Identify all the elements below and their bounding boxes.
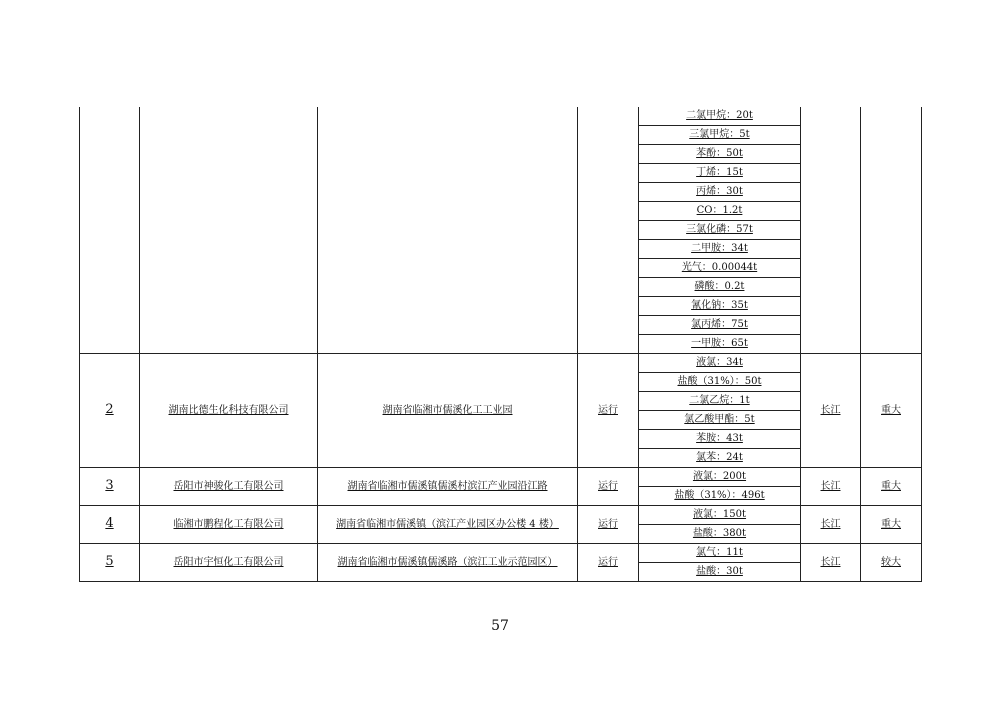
substance-cell-text: 磷酸：0.2t	[694, 281, 745, 292]
table-row	[80, 107, 922, 126]
entry-number	[80, 544, 140, 582]
basin-cell-continued	[801, 107, 861, 354]
river-basin-text: 长江	[820, 404, 841, 416]
risk-level-text: 重大	[881, 480, 901, 492]
substance-cell-text: 氰化钠：35t	[691, 300, 748, 311]
operation-status-text: 运行	[598, 556, 618, 568]
company-name-text: 岳阳市神骏化工有限公司	[173, 480, 284, 492]
table-row	[80, 468, 922, 487]
operation-status	[578, 544, 639, 582]
company-name	[140, 468, 318, 506]
no-cell-continued	[80, 107, 140, 354]
entry-number	[80, 354, 140, 468]
substance-cell	[639, 202, 801, 221]
substance-cell	[639, 259, 801, 278]
river-basin	[801, 468, 861, 506]
company-address-text: 湖南省临湘市儒溪镇儒溪村滨江产业园沿江路	[347, 480, 548, 492]
substance-cell-text: 二氯甲烷：20t	[686, 110, 753, 121]
substance-cell	[639, 487, 801, 506]
substance-cell	[639, 468, 801, 487]
status-cell-continued	[578, 107, 639, 354]
risk-level-text: 重大	[881, 404, 901, 416]
entry-number	[80, 506, 140, 544]
risk-level	[861, 544, 922, 582]
substance-cell-text: 苯胺：43t	[696, 433, 743, 444]
table-row	[80, 506, 922, 525]
substance-cell-text: 氯气：11t	[696, 547, 743, 558]
company-name	[140, 354, 318, 468]
substance-cell	[639, 335, 801, 354]
substance-cell	[639, 297, 801, 316]
substance-cell	[639, 525, 801, 544]
river-basin-text: 长江	[820, 518, 841, 530]
page-number: 57	[491, 618, 509, 634]
substance-cell-text: 丙烯：30t	[696, 186, 743, 197]
substance-cell-text: 氯乙酸甲酯：5t	[684, 414, 755, 425]
table-row	[80, 544, 922, 563]
operation-status	[578, 506, 639, 544]
substance-cell	[639, 183, 801, 202]
company-name-text: 湖南比德生化科技有限公司	[168, 404, 289, 416]
address-cell-continued	[318, 107, 578, 354]
risk-level	[861, 506, 922, 544]
company-name	[140, 506, 318, 544]
substance-cell-text: 盐酸：30t	[696, 566, 743, 577]
substance-cell	[639, 316, 801, 335]
substance-cell-text: 苯酚：50t	[696, 148, 743, 159]
substance-cell	[639, 240, 801, 259]
entry-number-text: 3	[105, 478, 114, 493]
substance-cell	[639, 506, 801, 525]
substance-cell	[639, 107, 801, 126]
substance-cell-text: 氯丙烯：75t	[691, 319, 748, 330]
entry-number-text: 4	[105, 516, 114, 531]
company-address-text: 湖南省临湘市儒溪镇（滨江产业园区办公楼 4 楼）	[336, 518, 559, 530]
substance-cell-text: CO：1.2t	[696, 205, 743, 216]
river-basin	[801, 506, 861, 544]
substance-cell-text: 氯苯：24t	[696, 452, 743, 463]
risk-level-text: 重大	[881, 518, 901, 530]
risk-level	[861, 354, 922, 468]
operation-status-text: 运行	[598, 480, 618, 492]
company-name-text: 岳阳市宇恒化工有限公司	[173, 556, 284, 568]
operation-status-text: 运行	[598, 518, 618, 530]
table-row	[80, 354, 922, 373]
chemical-enterprise-table	[79, 107, 922, 582]
entry-number	[80, 468, 140, 506]
substance-cell-text: 液氯：34t	[696, 357, 743, 368]
risk-level-text: 较大	[881, 556, 901, 568]
substance-cell-text: 盐酸（31%）：50t	[677, 376, 762, 387]
substance-cell	[639, 449, 801, 468]
river-basin-text: 长江	[820, 480, 841, 492]
risk-level	[861, 468, 922, 506]
substance-cell	[639, 411, 801, 430]
substance-cell-text: 液氯：200t	[692, 471, 747, 482]
substance-cell	[639, 373, 801, 392]
substance-cell	[639, 221, 801, 240]
substance-cell-text: 液氯：150t	[692, 509, 747, 520]
substance-cell-text: 二甲胺：34t	[691, 243, 748, 254]
substance-cell	[639, 126, 801, 145]
substance-cell	[639, 278, 801, 297]
substance-cell	[639, 563, 801, 582]
substance-cell-text: 光气：0.00044t	[681, 262, 758, 273]
substance-cell-text: 一甲胺：65t	[691, 338, 748, 349]
operation-status	[578, 354, 639, 468]
river-basin	[801, 544, 861, 582]
substance-cell-text: 盐酸（31%）：496t	[674, 490, 765, 501]
operation-status	[578, 468, 639, 506]
company-address	[318, 468, 578, 506]
company-name-text: 临湘市鹏程化工有限公司	[173, 518, 284, 530]
operation-status-text: 运行	[598, 404, 618, 416]
risk-cell-continued	[861, 107, 922, 354]
entry-number-text: 2	[105, 402, 114, 417]
company-name	[140, 544, 318, 582]
substance-cell	[639, 164, 801, 183]
company-address-text: 湖南省临湘市儒溪化工工业园	[382, 404, 513, 416]
substance-cell	[639, 430, 801, 449]
substance-cell	[639, 392, 801, 411]
river-basin	[801, 354, 861, 468]
entry-number-text: 5	[105, 554, 114, 569]
company-address	[318, 506, 578, 544]
substance-cell-text: 盐酸：380t	[692, 528, 747, 539]
river-basin-text: 长江	[820, 556, 841, 568]
substance-cell-text: 三氯甲烷：5t	[689, 129, 750, 140]
substance-cell-text: 三氯化磷：57t	[686, 224, 753, 235]
company-address	[318, 544, 578, 582]
substance-cell	[639, 354, 801, 373]
substance-cell	[639, 145, 801, 164]
company-address	[318, 354, 578, 468]
substance-cell-text: 丁烯：15t	[696, 167, 743, 178]
company-cell-continued	[140, 107, 318, 354]
company-address-text: 湖南省临湘市儒溪镇儒溪路（滨江工业示范园区）	[337, 556, 558, 568]
substance-cell	[639, 544, 801, 563]
substance-cell-text: 二氯乙烷：1t	[689, 395, 750, 406]
